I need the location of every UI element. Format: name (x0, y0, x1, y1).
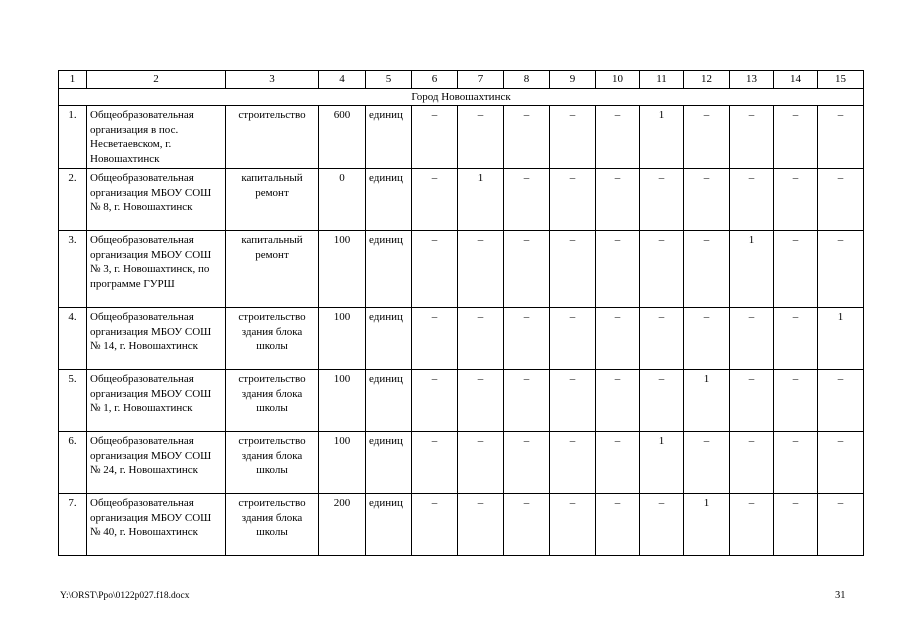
year-value: – (730, 106, 774, 169)
year-value: – (412, 231, 458, 308)
year-value: – (596, 432, 640, 494)
object-name: Общеобразовательная организация МБОУ СОШ № 14, г. Новошахтинск (87, 308, 226, 370)
year-value: – (596, 494, 640, 556)
row-number: 6. (59, 432, 87, 494)
year-value: – (596, 370, 640, 432)
work-type: капитальный ремонт (226, 231, 319, 308)
year-value: – (684, 169, 730, 231)
year-value: 1 (458, 169, 504, 231)
work-type: строительство здания блока школы (226, 432, 319, 494)
row-number: 3. (59, 231, 87, 308)
row-number: 7. (59, 494, 87, 556)
year-value: – (684, 106, 730, 169)
row-number: 2. (59, 169, 87, 231)
work-type: строительство здания блока школы (226, 370, 319, 432)
capacity: 600 (319, 106, 366, 169)
year-value: – (684, 231, 730, 308)
year-value: – (458, 494, 504, 556)
year-value: – (458, 231, 504, 308)
column-number-cell: 4 (319, 71, 366, 89)
year-value: – (596, 106, 640, 169)
year-value: – (730, 432, 774, 494)
column-number-cell: 15 (818, 71, 864, 89)
year-value: 1 (684, 370, 730, 432)
object-name: Общеобразовательная организация МБОУ СОШ № 40, г. Новошахтинск (87, 494, 226, 556)
year-value: – (596, 169, 640, 231)
table-row (59, 169, 864, 231)
unit: единиц (366, 432, 412, 494)
column-number-cell: 14 (774, 71, 818, 89)
table-row (59, 494, 864, 556)
year-value: – (640, 169, 684, 231)
column-number-cell: 10 (596, 71, 640, 89)
row-number: 1. (59, 106, 87, 169)
data-table (58, 70, 864, 556)
year-value: – (640, 370, 684, 432)
year-value: – (458, 106, 504, 169)
group-row (59, 88, 864, 106)
year-value: – (504, 370, 550, 432)
year-value: – (504, 169, 550, 231)
capacity: 100 (319, 370, 366, 432)
column-number-cell: 2 (87, 71, 226, 89)
year-value: – (550, 494, 596, 556)
object-name: Общеобразовательная организация МБОУ СОШ № 24, г. Новошахтинск (87, 432, 226, 494)
column-number-cell: 12 (684, 71, 730, 89)
year-value: – (640, 308, 684, 370)
year-value: – (504, 494, 550, 556)
table-row (59, 231, 864, 308)
year-value: – (684, 432, 730, 494)
year-value: – (640, 494, 684, 556)
column-number-row (59, 71, 864, 89)
capacity: 100 (319, 231, 366, 308)
column-number-cell: 1 (59, 71, 87, 89)
group-title: Город Новошахтинск (59, 88, 864, 106)
year-value: – (818, 231, 864, 308)
year-value: – (774, 494, 818, 556)
footer-file-path: Y:\ORST\Ppo\0122p027.f18.docx (60, 591, 190, 601)
capacity: 100 (319, 308, 366, 370)
year-value: – (818, 169, 864, 231)
year-value: – (774, 370, 818, 432)
unit: единиц (366, 308, 412, 370)
column-number-cell: 11 (640, 71, 684, 89)
year-value: – (504, 308, 550, 370)
year-value: – (684, 308, 730, 370)
year-value: – (730, 308, 774, 370)
table-row (59, 432, 864, 494)
year-value: – (818, 494, 864, 556)
year-value: 1 (640, 106, 684, 169)
object-name: Общеобразовательная организация в пос. Несветаевском, г. Новошахтинск (87, 106, 226, 169)
year-value: – (458, 370, 504, 432)
object-name: Общеобразовательная организация МБОУ СОШ № 1, г. Новошахтинск (87, 370, 226, 432)
year-value: – (458, 308, 504, 370)
year-value: – (412, 494, 458, 556)
column-number-cell: 6 (412, 71, 458, 89)
year-value: – (730, 494, 774, 556)
year-value: – (550, 432, 596, 494)
year-value: – (774, 432, 818, 494)
year-value: – (412, 432, 458, 494)
work-type: строительство здания блока школы (226, 308, 319, 370)
year-value: – (774, 231, 818, 308)
unit: единиц (366, 169, 412, 231)
table-row (59, 370, 864, 432)
year-value: – (818, 370, 864, 432)
column-number-cell: 9 (550, 71, 596, 89)
object-name: Общеобразовательная организация МБОУ СОШ № 8, г. Новошахтинск (87, 169, 226, 231)
capacity: 0 (319, 169, 366, 231)
year-value: – (774, 169, 818, 231)
year-value: 1 (684, 494, 730, 556)
year-value: – (550, 169, 596, 231)
work-type: капитальный ремонт (226, 169, 319, 231)
year-value: 1 (730, 231, 774, 308)
year-value: – (774, 308, 818, 370)
object-name: Общеобразовательная организация МБОУ СОШ № 3, г. Новошахтинск, по программе ГУРШ (87, 231, 226, 308)
table-row (59, 106, 864, 169)
year-value: – (550, 308, 596, 370)
year-value: 1 (640, 432, 684, 494)
page-number: 31 (835, 590, 846, 601)
column-number-cell: 13 (730, 71, 774, 89)
year-value: – (412, 106, 458, 169)
unit: единиц (366, 370, 412, 432)
work-type: строительство (226, 106, 319, 169)
year-value: – (818, 432, 864, 494)
year-value: – (730, 370, 774, 432)
year-value: – (504, 231, 550, 308)
year-value: – (596, 231, 640, 308)
year-value: – (550, 370, 596, 432)
year-value: – (504, 432, 550, 494)
year-value: – (774, 106, 818, 169)
column-number-cell: 3 (226, 71, 319, 89)
year-value: – (550, 106, 596, 169)
capacity: 100 (319, 432, 366, 494)
column-number-cell: 7 (458, 71, 504, 89)
row-number: 4. (59, 308, 87, 370)
year-value: – (730, 169, 774, 231)
unit: единиц (366, 494, 412, 556)
year-value: – (458, 432, 504, 494)
year-value: – (412, 169, 458, 231)
column-number-cell: 8 (504, 71, 550, 89)
capacity: 200 (319, 494, 366, 556)
column-number-cell: 5 (366, 71, 412, 89)
year-value: 1 (818, 308, 864, 370)
year-value: – (818, 106, 864, 169)
year-value: – (412, 370, 458, 432)
year-value: – (550, 231, 596, 308)
year-value: – (640, 231, 684, 308)
unit: единиц (366, 106, 412, 169)
year-value: – (412, 308, 458, 370)
work-type: строительство здания блока школы (226, 494, 319, 556)
year-value: – (504, 106, 550, 169)
unit: единиц (366, 231, 412, 308)
table-row (59, 308, 864, 370)
year-value: – (596, 308, 640, 370)
row-number: 5. (59, 370, 87, 432)
